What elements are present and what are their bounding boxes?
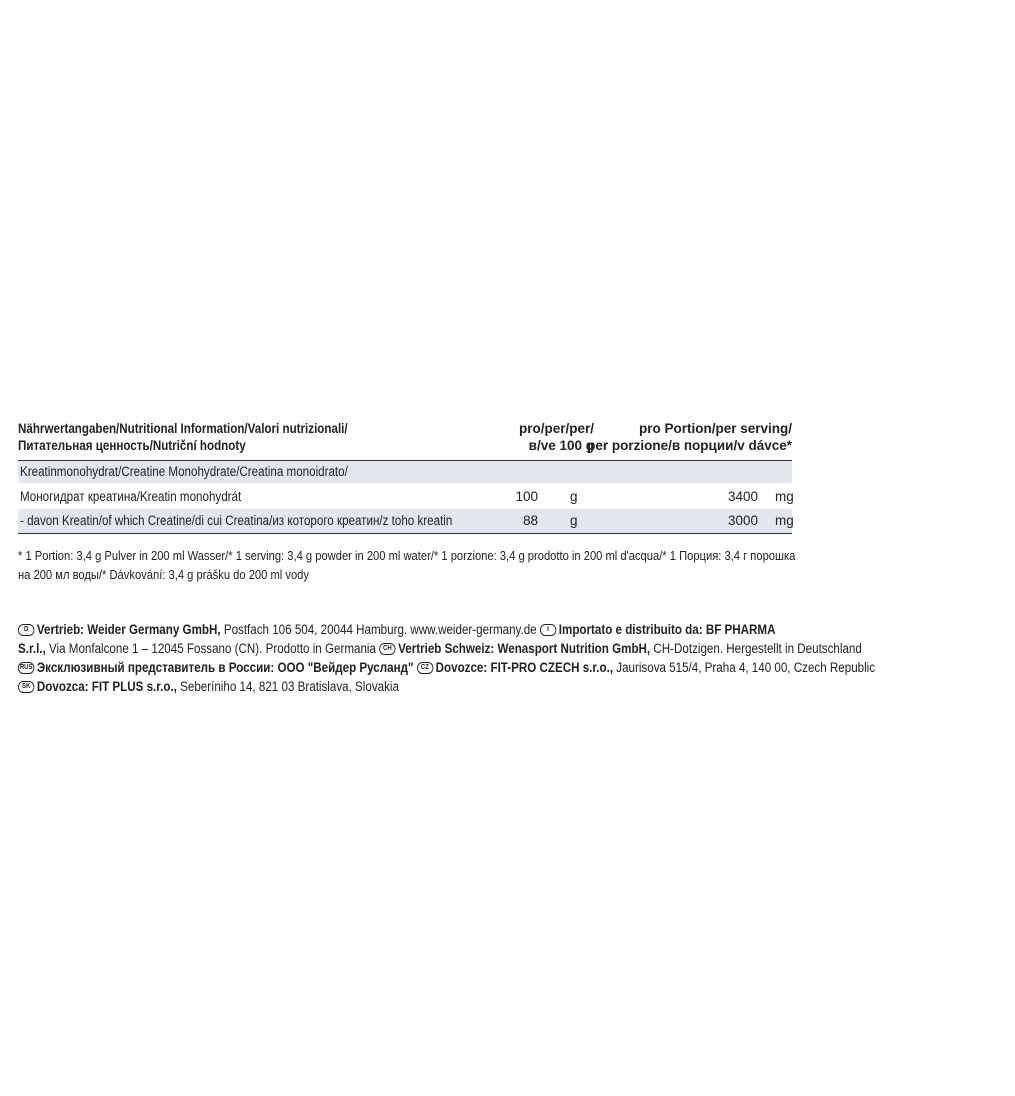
distributor-it-name-cont: S.r.l., <box>18 641 46 656</box>
unit-per-serving: mg <box>775 513 794 528</box>
distributor-ch-name: Vertrieb Schweiz: Wenasport Nutrition GmbH, <box>398 641 651 656</box>
header-per-100g-line2: в/ve 100 g <box>528 438 594 453</box>
country-ch-icon: CH <box>379 643 395 655</box>
distributor-cz-name: Dovozce: FIT-PRO CZECH s.r.o., <box>435 660 614 675</box>
header-per-serving-line1: pro Portion/per serving/ <box>638 421 792 436</box>
footnote-line2: на 200 мл воды/* Dávkování: 3,4 g prášku do 200 ml vody <box>18 567 309 582</box>
distributor-de-address: Postfach 106 504, 20044 Hamburg. www.weider-germany.de <box>220 622 537 637</box>
row-label: Моногидрат креатина/Kreatin monohydrát <box>20 489 242 504</box>
header-per-serving-line2: per porzione/в порции/v dávce* <box>587 438 792 453</box>
distributor-de-name: Vertrieb: Weider Germany GmbH, <box>36 622 221 637</box>
unit-per-100g: g <box>570 513 578 528</box>
header-title-line1: Nährwertangaben/Nutritional Information/Valori nutrizionali/ <box>18 421 348 436</box>
value-per-100g: 100 <box>515 489 538 504</box>
header-per-100g-line1: pro/per/per/ <box>518 421 594 436</box>
serving-footnote <box>18 546 796 584</box>
country-i-icon: I <box>540 624 556 636</box>
distributor-ru-name: Эксклюзивный представитель в России: ООО "Вейдер Русланд" <box>36 660 414 675</box>
distributor-cz-address: Jaurisova 515/4, Praha 4, 140 00, Czech Republic <box>613 660 876 675</box>
value-per-serving: 3000 <box>727 513 758 528</box>
value-per-serving: 3400 <box>727 489 758 504</box>
distributor-it-name: Importato e distribuito da: BF PHARMA <box>558 622 776 637</box>
footnote-line1: * 1 Portion: 3,4 g Pulver in 200 ml Wasser/* 1 serving: 3,4 g powder in 200 ml water/* 1 porzione: 3,4 g prodotto in 200 ml d'acqua/* 1 Порция: 3,4 г порошка <box>18 548 796 563</box>
distributor-it-address: Via Monfalcone 1 – 12045 Fossano (CN). Prodotto in Germania <box>45 641 376 656</box>
unit-per-serving: mg <box>775 489 794 504</box>
country-sk-icon: SK <box>18 681 34 693</box>
header-title-line2: Питательная ценность/Nutriční hodnoty <box>18 438 246 453</box>
nutrition-label <box>18 418 876 696</box>
row-label: - davon Kreatin/of which Creatine/di cui Creatina/из которого креатин/z toho kreatin <box>20 513 453 528</box>
table-row <box>18 485 792 509</box>
distribution-info <box>18 620 876 696</box>
distributor-sk-address: Seberíniho 14, 821 03 Bratislava, Slovakia <box>176 679 399 694</box>
country-d-icon: D <box>18 624 34 636</box>
header-per-100g <box>504 420 594 454</box>
unit-per-100g: g <box>570 489 578 504</box>
country-rus-icon: RUS <box>18 662 34 674</box>
value-per-100g: 88 <box>522 513 538 528</box>
distributor-ch-address: CH-Dotzigen. Hergestellt in Deutschland <box>650 641 862 656</box>
row-label: Kreatinmonohydrat/Creatine Monohydrate/Creatina monoidrato/ <box>20 464 348 479</box>
header-title <box>18 420 401 454</box>
table-row-section <box>18 461 792 483</box>
table-row <box>18 509 792 534</box>
country-cz-icon: CZ <box>417 662 433 674</box>
header-per-serving <box>587 420 792 454</box>
nutrition-table-header <box>18 418 792 461</box>
distributor-sk-name: Dovozca: FIT PLUS s.r.o., <box>36 679 177 694</box>
